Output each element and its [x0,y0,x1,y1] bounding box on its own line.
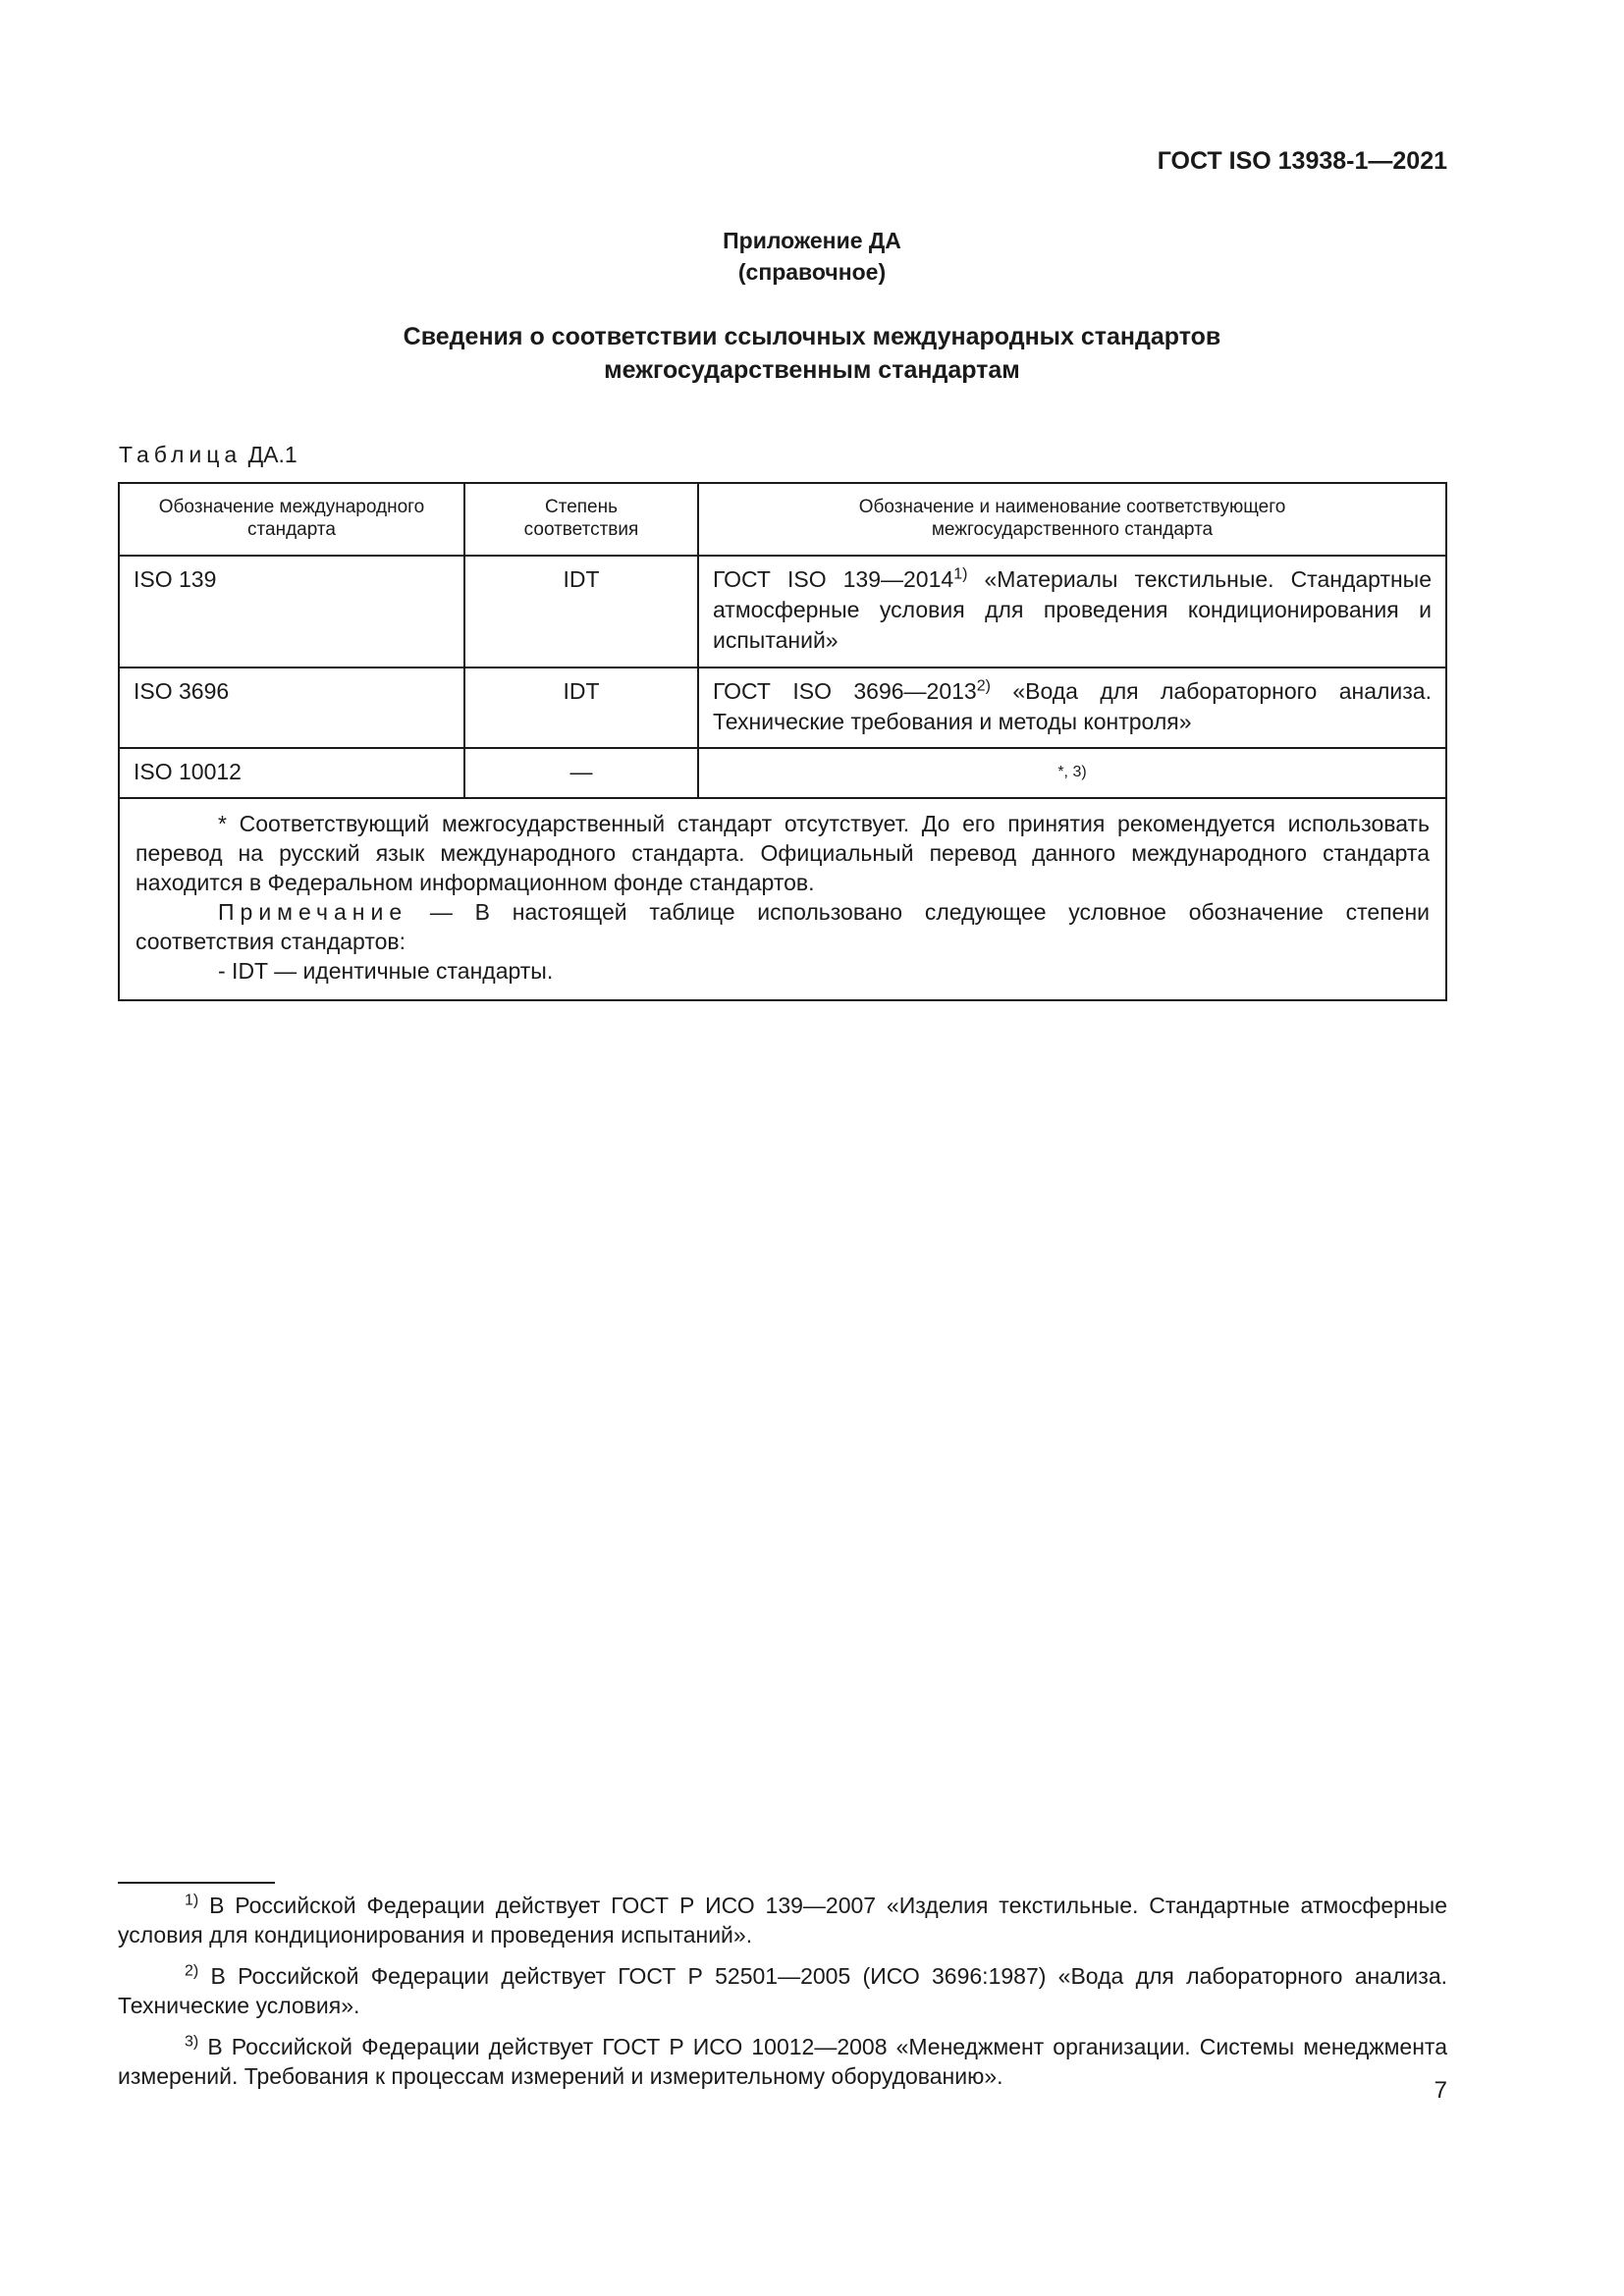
footnote-mark: 1) [953,565,968,583]
column-header-degree: Степень соответствия [464,483,698,556]
cell-designation: ISO 10012 [119,748,464,798]
annex-title: Приложение ДА [723,228,901,253]
table-label [119,442,298,468]
footnote-text: В Российской Федерации действует ГОСТ Р 52501—2005 (ИСО 3696:1987) «Вода для лабораторного анализа. Технические условия». [118,1963,1447,2018]
table-notes [119,798,1446,1000]
standard-code: ГОСТ ISO 3696—2013 [713,678,977,704]
footnote-number: 3) [185,2033,199,2051]
standards-table [118,482,1447,1001]
column-header-standard: Обозначение и наименование соответствующего межгосударственного стандарта [698,483,1446,556]
annex-heading-line1: Сведения о соответствии ссылочных международных стандартов [403,323,1221,350]
table-label-number: ДА.1 [247,442,298,467]
note-text: — В настоящей таблице использовано следующее условное обозначение степени соответствия стандартов: [135,899,1430,954]
table-label-word: Таблица [119,442,243,467]
cell-designation: ISO 3696 [119,667,464,748]
cell-degree: — [464,748,698,798]
footnote-number: 1) [185,1892,199,1909]
annex-heading-line2: межгосударственным стандартам [604,356,1020,384]
footnote [118,2032,1447,2091]
footnote [118,1961,1447,2020]
footnote-number: 2) [185,1962,199,1980]
table-header-row [119,483,1446,556]
footnote-text: В Российской Федерации действует ГОСТ Р ИСО 10012—2008 «Менеджмент организации. Системы менеджмента измерений. Требования к процессам измерений и измерительному оборудованию». [118,2034,1447,2089]
footnote-mark: 2) [976,677,991,695]
standard-title: «Материалы текстильные. Стандартные атмосферные условия для проведения кондиционирования и испытаний» [713,566,1433,653]
note-word: Примечание [218,899,408,925]
page-number: 7 [1434,2077,1447,2104]
table-row [119,667,1446,748]
table-row [119,748,1446,798]
standard-code: ГОСТ ISO 139—2014 [713,566,954,592]
cell-standard [698,667,1446,748]
table-row [119,556,1446,667]
table-notes-row [119,798,1446,1000]
standard-title: «Вода для лабораторного анализа. Технические требования и методы контроля» [713,678,1432,734]
footnotes [118,1891,1447,2103]
cell-degree: IDT [464,667,698,748]
document-code: ГОСТ ISO 13938-1—2021 [1157,147,1447,175]
table-note [135,897,1430,956]
cell-degree: IDT [464,556,698,667]
annex-heading [0,320,1624,387]
cell-standard [698,556,1446,667]
column-header-designation: Обозначение международного стандарта [119,483,464,556]
note-list-item: - IDT — идентичные стандарты. [218,958,554,984]
star-note: * Соответствующий межгосударственный стандарт отсутствует. До его принятия рекомендуется использовать перевод на русский язык международного стандарта. Официальный перевод данного международного стандарта находится в Федеральном информационном фонде стандартов. [135,811,1430,895]
annex-type: (справочное) [737,259,887,285]
cell-standard-marks: *, 3) [698,748,1446,798]
footnote-text: В Российской Федерации действует ГОСТ Р ИСО 139—2007 «Изделия текстильные. Стандартные атмосферные условия для кондиционирования и проведения испытаний». [118,1893,1447,1948]
footnote-separator [118,1882,275,1884]
cell-designation: ISO 139 [119,556,464,667]
footnote [118,1891,1447,1949]
